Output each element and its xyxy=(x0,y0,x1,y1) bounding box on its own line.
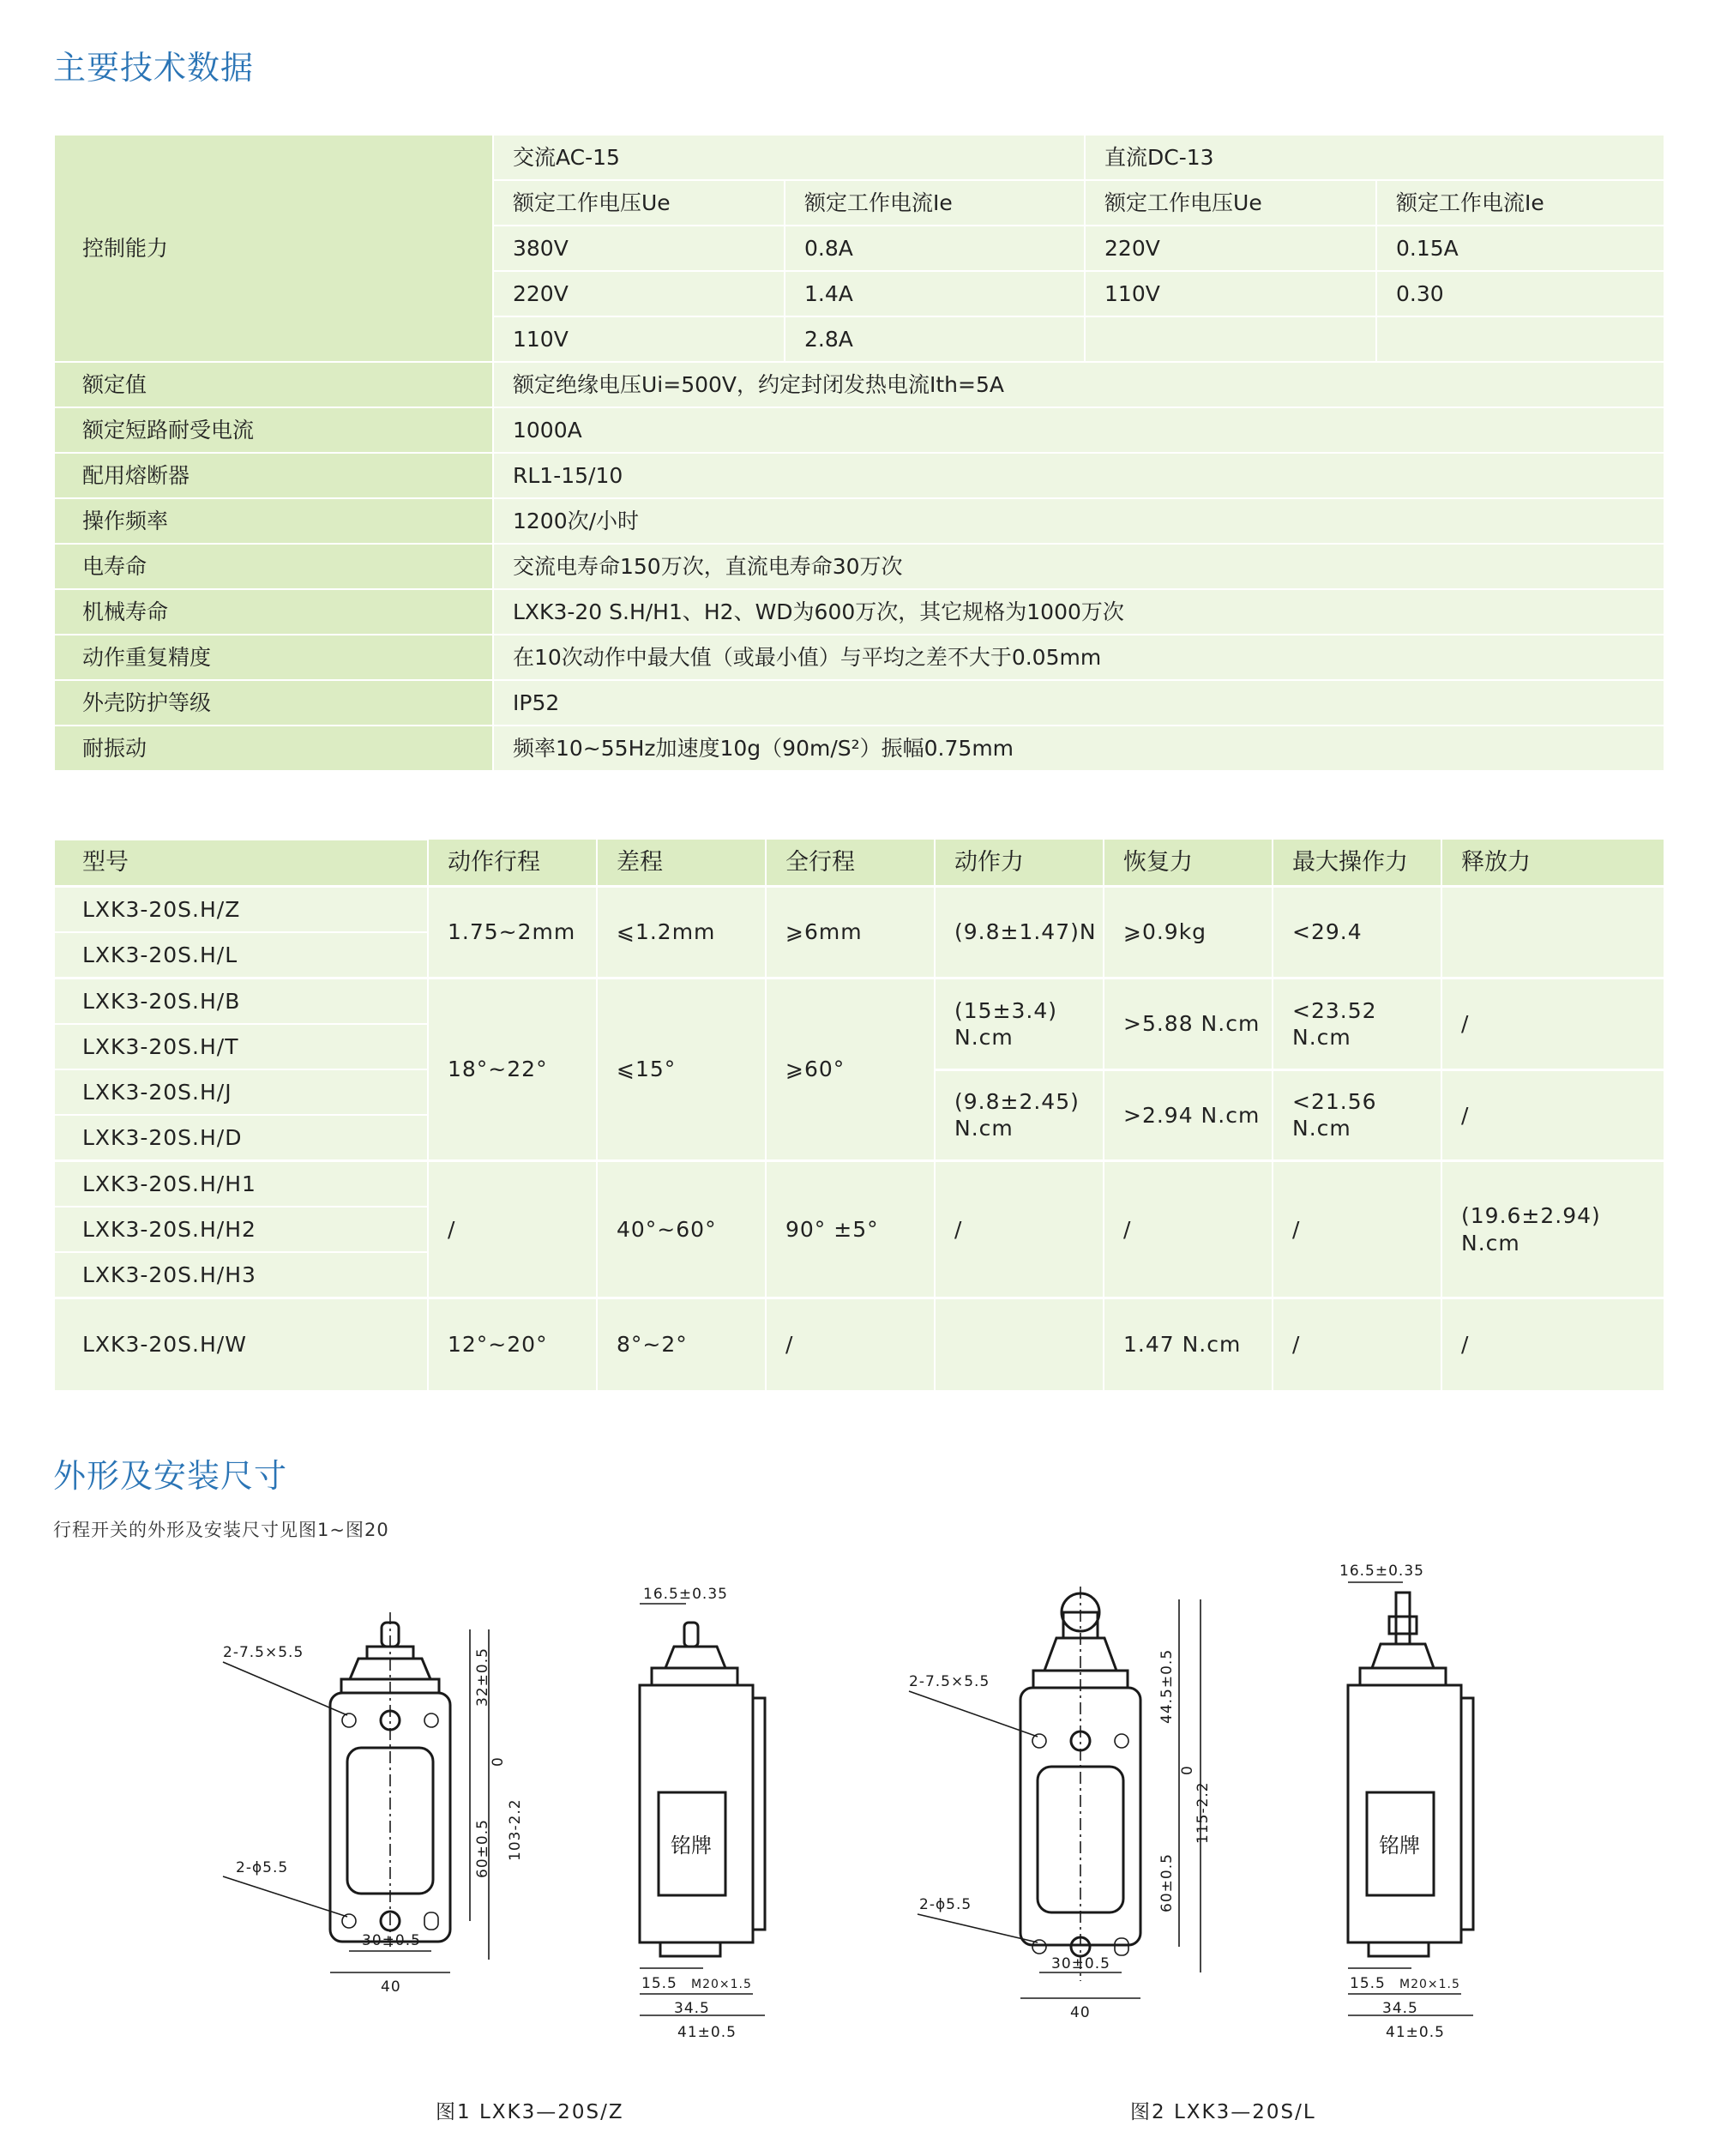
control-capacity-label: 控制能力 xyxy=(54,135,493,362)
table-cell: ⩾60° xyxy=(766,979,935,1161)
table-cell: <23.52 N.cm xyxy=(1273,979,1441,1070)
ac-current-header: 额定工作电流Ie xyxy=(785,180,1085,226)
table-cell: 0.30 xyxy=(1376,271,1664,316)
ac-voltage-header: 额定工作电压Ue xyxy=(493,180,785,226)
ac-header: 交流AC-15 xyxy=(493,135,1085,180)
row-value: 1200次/小时 xyxy=(493,498,1664,544)
table-cell: 0.8A xyxy=(785,226,1085,271)
dim-mid: 60±0.5 xyxy=(1158,1853,1176,1912)
model-cell: LXK3-20S.H/B xyxy=(54,979,428,1025)
table-cell: 0.15A xyxy=(1376,226,1664,271)
model-cell: LXK3-20S.H/Z xyxy=(54,887,428,933)
table-cell: / xyxy=(1273,1161,1441,1298)
table-cell: 8°~2° xyxy=(597,1298,766,1391)
dim-holes-b: 2-ϕ5.5 xyxy=(236,1859,289,1876)
model-table xyxy=(53,839,1665,1390)
dim-total: 103-2.2 xyxy=(507,1798,524,1861)
row-value: 1000A xyxy=(493,407,1664,453)
table-cell: 18°~22° xyxy=(428,979,597,1161)
fig1-caption: 图1 LXK3—20S/Z xyxy=(436,2101,624,2123)
side-cover xyxy=(753,1698,765,1930)
row-label: 额定短路耐受电流 xyxy=(54,407,493,453)
table-cell: 220V xyxy=(493,271,785,316)
leader-line xyxy=(223,1876,347,1917)
table-cell: 110V xyxy=(1085,271,1376,316)
table-row xyxy=(54,362,1664,407)
dim-side-b: 34.5 xyxy=(1382,2000,1418,2017)
dc-current-header: 额定工作电流Ie xyxy=(1376,180,1664,226)
table-header-row xyxy=(54,840,1664,887)
table-row xyxy=(54,498,1664,544)
table-row xyxy=(54,589,1664,635)
dim-mid: 60±0.5 xyxy=(474,1819,491,1878)
fig2-side-drawing xyxy=(1338,1557,1535,2071)
mount-hole xyxy=(424,1713,438,1727)
mount-hole xyxy=(1115,1734,1128,1748)
table-cell: (9.8±2.45) N.cm xyxy=(935,1069,1104,1161)
table-cell: 2.8A xyxy=(785,316,1085,362)
model-cell: LXK3-20S.H/L xyxy=(54,932,428,979)
dim-top: 32±0.5 xyxy=(474,1647,491,1707)
table-row xyxy=(54,635,1664,680)
table-cell: 1.47 N.cm xyxy=(1104,1298,1273,1391)
nameplate-label: 铭牌 xyxy=(1379,1834,1420,1858)
table-cell: (9.8±1.47)N xyxy=(935,887,1104,979)
dc-voltage-header: 额定工作电压Ue xyxy=(1085,180,1376,226)
dim-side-top: 16.5±0.35 xyxy=(1339,1563,1424,1580)
model-cell: LXK3-20S.H/J xyxy=(54,1069,428,1115)
table-cell: 1.75~2mm xyxy=(428,887,597,979)
side-cover xyxy=(1461,1698,1473,1930)
row-label: 动作重复精度 xyxy=(54,635,493,680)
dc-header: 直流DC-13 xyxy=(1085,135,1664,180)
spec-table xyxy=(53,134,1665,772)
table-cell: ⩾6mm xyxy=(766,887,935,979)
row-value: 交流电寿命150万次，直流电寿命30万次 xyxy=(493,544,1664,589)
table-cell: (19.6±2.94) N.cm xyxy=(1441,1161,1664,1298)
dim-holes-a: 2-7.5×5.5 xyxy=(223,1644,304,1661)
dim-inner: 30±0.5 xyxy=(362,1932,421,1949)
row-value: LXK3-20 S.H/H1、H2、WD为600万次，其它规格为1000万次 xyxy=(493,589,1664,635)
roller xyxy=(1389,1617,1417,1634)
row-value: 在10次动作中最大值（或最小值）与平均之差不大于0.05mm xyxy=(493,635,1664,680)
column-header: 动作行程 xyxy=(428,840,597,887)
dim-total-up: 0 xyxy=(490,1756,507,1767)
table-row xyxy=(54,680,1664,726)
row-label: 耐振动 xyxy=(54,726,493,771)
table-cell: ⩾0.9kg xyxy=(1104,887,1273,979)
dim-thread: M20×1.5 xyxy=(1399,1978,1460,1991)
table-cell: <21.56 N.cm xyxy=(1273,1069,1441,1161)
table-cell: / xyxy=(428,1161,597,1298)
row-value: RL1-15/10 xyxy=(493,453,1664,498)
table-row xyxy=(54,1298,1664,1391)
table-cell: / xyxy=(1441,1298,1664,1391)
table-cell: / xyxy=(766,1298,935,1391)
table-cell: 220V xyxy=(1085,226,1376,271)
fig1-front-drawing xyxy=(214,1587,523,1998)
thread-boss xyxy=(660,1942,720,1956)
dim-side-b: 34.5 xyxy=(674,2000,710,2017)
mount-slot xyxy=(1115,1938,1128,1955)
row-value: 额定绝缘电压Ui=500V，约定封闭发热电流Ith=5A xyxy=(493,362,1664,407)
table-cell: (15±3.4) N.cm xyxy=(935,979,1104,1070)
table-row xyxy=(54,135,1664,180)
model-cell: LXK3-20S.H/D xyxy=(54,1115,428,1161)
dim-width: 40 xyxy=(1070,2004,1091,2021)
fig2-caption: 图2 LXK3—20S/L xyxy=(1130,2101,1316,2123)
column-header: 型号 xyxy=(54,840,428,887)
table-row xyxy=(54,1161,1664,1207)
table-cell: 380V xyxy=(493,226,785,271)
dim-total: 115-2.2 xyxy=(1194,1781,1212,1844)
table-cell xyxy=(935,1298,1104,1391)
dim-side-top: 16.5±0.35 xyxy=(643,1586,728,1603)
table-cell: 90° ±5° xyxy=(766,1161,935,1298)
thread-boss xyxy=(1369,1942,1429,1956)
table-cell: ⩽15° xyxy=(597,979,766,1161)
table-cell: 40°~60° xyxy=(597,1161,766,1298)
row-label: 配用熔断器 xyxy=(54,453,493,498)
body-outline xyxy=(1348,1685,1461,1942)
dim-side-c: 41±0.5 xyxy=(1386,2024,1445,2041)
lever xyxy=(1396,1593,1410,1644)
mount-slot xyxy=(424,1912,438,1930)
table-cell: / xyxy=(1441,1069,1664,1161)
column-header: 恢复力 xyxy=(1104,840,1273,887)
head-base xyxy=(1360,1668,1446,1685)
table-cell: 1.4A xyxy=(785,271,1085,316)
dim-width: 40 xyxy=(381,1978,401,1996)
column-header: 动作力 xyxy=(935,840,1104,887)
fig2-front-drawing xyxy=(900,1578,1226,2058)
table-cell xyxy=(1441,887,1664,979)
table-cell: / xyxy=(1441,979,1664,1070)
dim-holes-b: 2-ϕ5.5 xyxy=(919,1896,972,1913)
table-cell: >2.94 N.cm xyxy=(1104,1069,1273,1161)
model-cell: LXK3-20S.H/H3 xyxy=(54,1252,428,1298)
body-outline xyxy=(640,1685,753,1942)
row-label: 电寿命 xyxy=(54,544,493,589)
section-title-dimensions: 外形及安装尺寸 xyxy=(53,1457,288,1495)
table-row xyxy=(54,453,1664,498)
plunger xyxy=(684,1623,698,1647)
mount-hole xyxy=(342,1713,356,1727)
dim-inner: 30±0.5 xyxy=(1051,1955,1110,1972)
dim-total-up: 0 xyxy=(1179,1765,1196,1775)
table-row xyxy=(54,544,1664,589)
dim-side-a: 15.5 xyxy=(1350,1975,1386,1992)
leader-line xyxy=(223,1662,347,1715)
table-row xyxy=(54,887,1664,933)
fig1-side-drawing xyxy=(635,1587,823,2050)
dim-thread: M20×1.5 xyxy=(691,1978,752,1991)
table-cell: ⩽1.2mm xyxy=(597,887,766,979)
row-label: 外壳防护等级 xyxy=(54,680,493,726)
row-value: 频率10~55Hz加速度10g（90m/S²）振幅0.75mm xyxy=(493,726,1664,771)
head xyxy=(665,1647,725,1668)
leader-line xyxy=(909,1691,1038,1737)
table-row xyxy=(54,407,1664,453)
table-cell xyxy=(1085,316,1376,362)
column-header: 释放力 xyxy=(1441,840,1664,887)
dim-side-a: 15.5 xyxy=(641,1975,677,1992)
model-cell: LXK3-20S.H/W xyxy=(54,1298,428,1391)
head xyxy=(1372,1644,1434,1668)
model-cell: LXK3-20S.H/H2 xyxy=(54,1207,428,1252)
row-label: 额定值 xyxy=(54,362,493,407)
table-cell: 12°~20° xyxy=(428,1298,597,1391)
row-value: IP52 xyxy=(493,680,1664,726)
table-cell: >5.88 N.cm xyxy=(1104,979,1273,1070)
column-header: 差程 xyxy=(597,840,766,887)
head-base xyxy=(652,1668,737,1685)
table-cell: / xyxy=(1273,1298,1441,1391)
table-cell: 110V xyxy=(493,316,785,362)
table-row xyxy=(54,979,1664,1025)
table-cell: / xyxy=(935,1161,1104,1298)
table-cell: <29.4 xyxy=(1273,887,1441,979)
nameplate-label: 铭牌 xyxy=(671,1834,712,1858)
row-label: 机械寿命 xyxy=(54,589,493,635)
dim-holes-a: 2-7.5×5.5 xyxy=(909,1673,990,1690)
table-cell: / xyxy=(1104,1161,1273,1298)
column-header: 全行程 xyxy=(766,840,935,887)
column-header: 最大操作力 xyxy=(1273,840,1441,887)
dim-top: 44.5±0.5 xyxy=(1158,1648,1176,1724)
dimensions-subtitle: 行程开关的外形及安装尺寸见图1~图20 xyxy=(53,1520,389,1540)
table-cell xyxy=(1376,316,1664,362)
dim-side-c: 41±0.5 xyxy=(677,2024,737,2041)
section-title-specs: 主要技术数据 xyxy=(53,49,255,87)
table-row xyxy=(54,726,1664,771)
model-cell: LXK3-20S.H/T xyxy=(54,1024,428,1069)
row-label: 操作频率 xyxy=(54,498,493,544)
model-cell: LXK3-20S.H/H1 xyxy=(54,1161,428,1207)
